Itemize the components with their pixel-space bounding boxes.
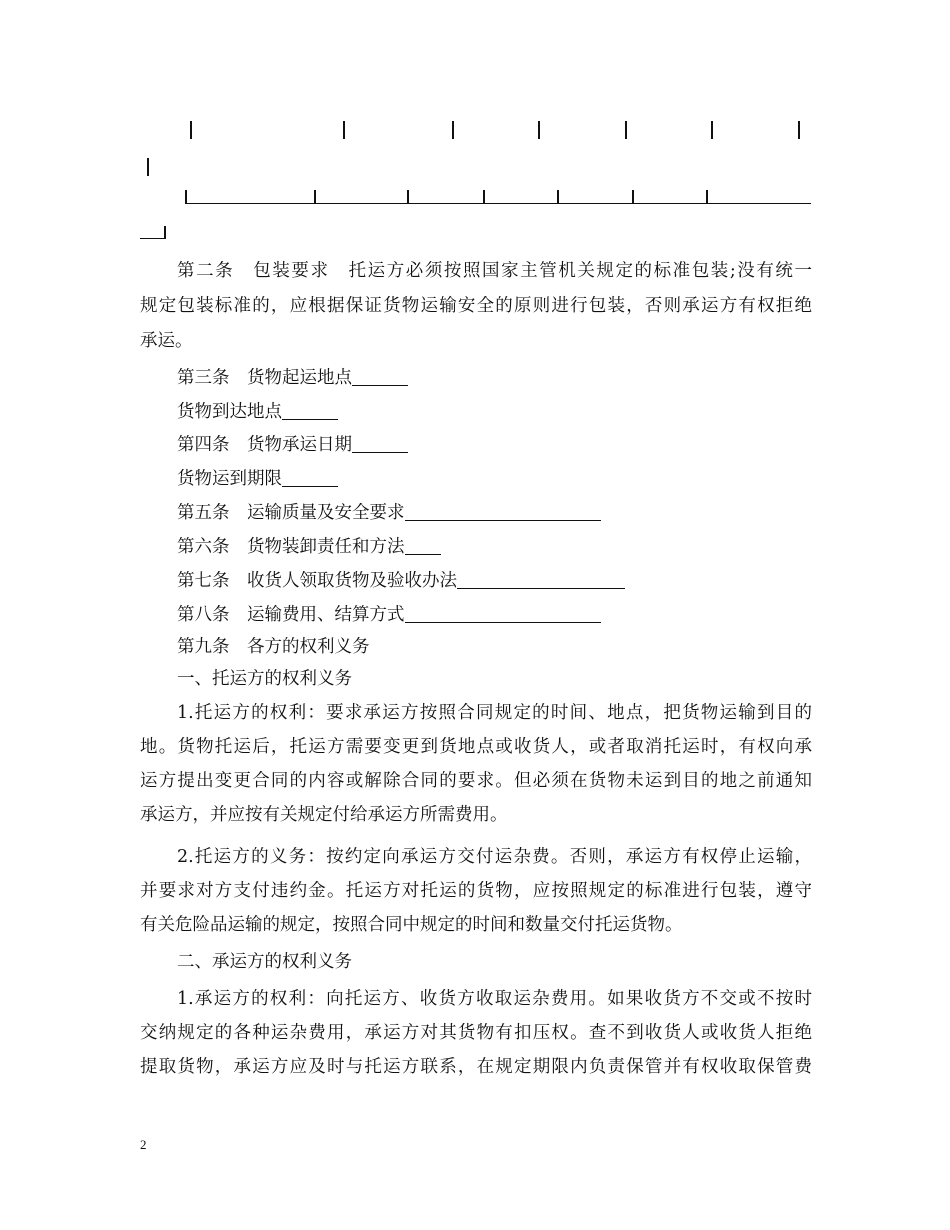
fill-in-blank[interactable] [457, 568, 625, 589]
paragraph-line: 2.托运方的义务：按约定向承运方交付运杂费。否则，承运方有权停止运输， [177, 847, 812, 867]
article-8: 第八条 运输费用、结算方式 [177, 599, 812, 632]
table-divider [314, 190, 316, 204]
table-divider [483, 190, 485, 204]
article-2-line: 规定包装标准的，应根据保证货物运输安全的原则进行包装，否则承运方有权拒绝 [140, 296, 812, 316]
table-divider [407, 190, 409, 204]
table-divider [164, 226, 166, 239]
article-9: 第九条 各方的权利义务 [177, 637, 370, 657]
paragraph-line: 1.托运方的权利：要求承运方按照合同规定的时间、地点，把货物运输到目的 [177, 703, 812, 723]
paragraph-line: 并要求对方支付违约金。托运方对托运的货物，应按照规定的标准进行包装，遵守 [140, 881, 812, 901]
page-number: 2 [140, 1137, 147, 1152]
table-divider [711, 121, 713, 139]
paragraph-line: 有关危险品运输的规定，按照合同中规定的时间和数量交付托运货物。 [140, 915, 683, 935]
table-divider [706, 190, 708, 204]
article-6: 第六条 货物装卸责任和方法 [177, 531, 812, 564]
article-3-destination: 货物到达地点 [177, 396, 812, 429]
paragraph-line: 1.承运方的权利：向托运方、收货方收取运杂费用。如果收货方不交或不按时 [177, 989, 812, 1009]
table-divider [625, 121, 627, 139]
table-bottom-border [140, 238, 165, 239]
fill-in-blank[interactable] [352, 365, 408, 386]
article-7: 第七条 收货人领取货物及验收办法 [177, 565, 812, 598]
article-2-line: 承运。 [140, 331, 193, 351]
fill-in-blank[interactable] [352, 432, 408, 453]
table-divider [452, 121, 454, 139]
paragraph-line: 运方提出变更合同的内容或解除合同的要求。但必须在货物未运到目的地之前通知 [140, 771, 812, 791]
table-divider [538, 121, 540, 139]
table-divider [343, 121, 345, 139]
fill-in-blank[interactable] [282, 466, 338, 487]
article-4-date: 第四条 货物承运日期 [177, 429, 812, 462]
table-divider [190, 121, 192, 139]
section-heading: 一、托运方的权利义务 [177, 669, 352, 689]
fill-in-blank[interactable] [405, 534, 441, 555]
paragraph-line: 提取货物，承运方应及时与托运方联系，在规定期限内负责保管并有权收取保管费 [140, 1057, 812, 1077]
table-bottom-border [185, 203, 811, 204]
article-2-line: 第二条 包装要求 托运方必须按照国家主管机关规定的标准包装;没有统一 [177, 261, 812, 281]
paragraph-line: 地。货物托运后，托运方需要变更到货地点或收货人，或者取消托运时，有权向承 [140, 737, 812, 757]
table-divider [798, 121, 800, 139]
article-3-origin: 第三条 货物起运地点 [177, 362, 812, 395]
paragraph-line: 交纳规定的各种运杂费用，承运方对其货物有扣压权。查不到收货人或收货人拒绝 [140, 1023, 812, 1043]
article-5: 第五条 运输质量及安全要求 [177, 497, 812, 530]
fill-in-blank[interactable] [405, 602, 601, 623]
table-divider [632, 190, 634, 204]
table-divider [147, 158, 149, 176]
article-4-deadline: 货物运到期限 [177, 463, 812, 496]
fill-in-blank[interactable] [282, 399, 338, 420]
table-divider [185, 190, 187, 204]
table-divider [557, 190, 559, 204]
paragraph-line: 承运方，并应按有关规定付给承运方所需费用。 [140, 805, 508, 825]
fill-in-blank[interactable] [405, 500, 601, 521]
section-heading: 二、承运方的权利义务 [177, 952, 352, 972]
